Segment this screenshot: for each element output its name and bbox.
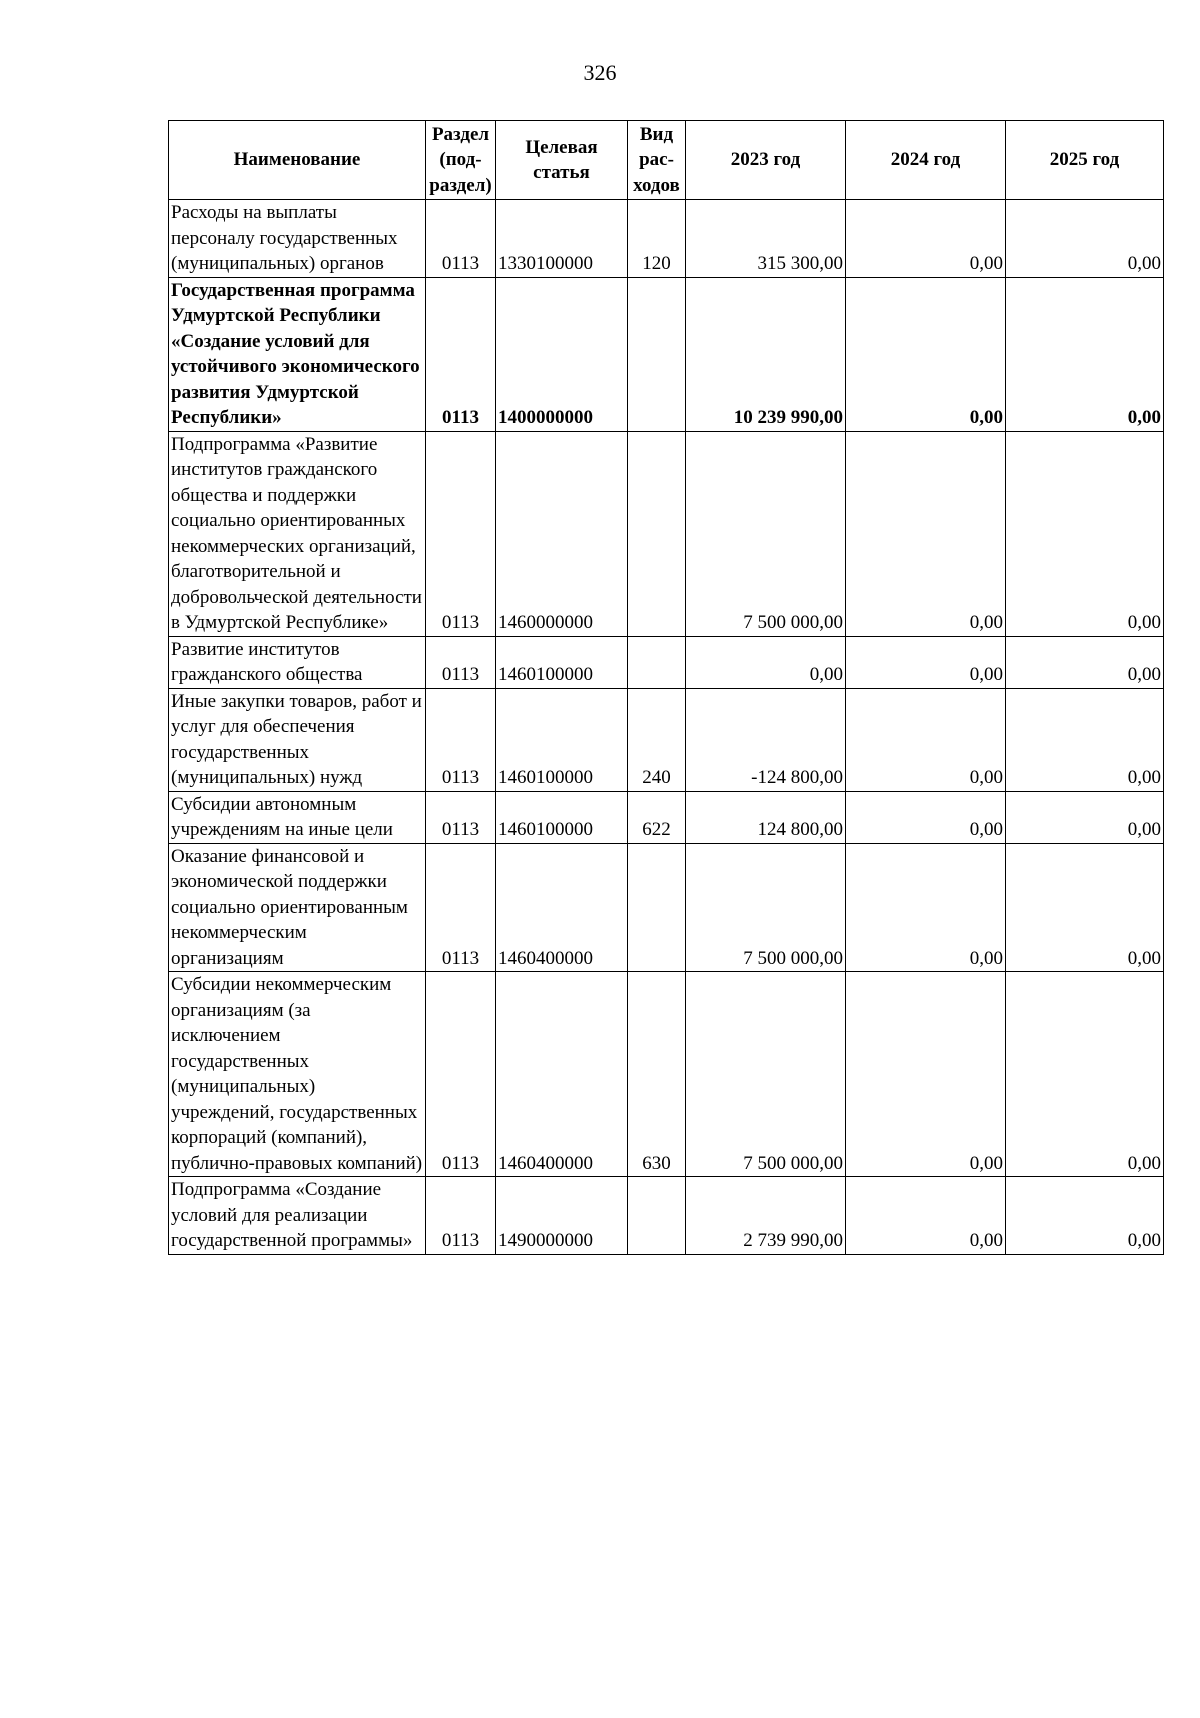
cell-2024: 0,00: [846, 200, 1006, 278]
table-row: [169, 843, 1164, 972]
table-row: [169, 431, 1164, 636]
cell-kind: 240: [628, 688, 686, 791]
cell-2023: 124 800,00: [686, 791, 846, 843]
cell-2023: 315 300,00: [686, 200, 846, 278]
table-row: [169, 791, 1164, 843]
cell-target: 1490000000: [496, 1177, 628, 1255]
cell-section: 0113: [426, 1177, 496, 1255]
page-number: 326: [583, 60, 617, 85]
cell-name: Субсидии некоммерческим организациям (за исключением государственных (муниципальных) учреждений, государственных корпораций (компаний), публично-правовых компаний): [169, 972, 426, 1177]
cell-2025: 0,00: [1006, 431, 1164, 636]
cell-2025: 0,00: [1006, 688, 1164, 791]
cell-section: 0113: [426, 688, 496, 791]
table-row: [169, 972, 1164, 1177]
cell-name: Подпрограмма «Создание условий для реализации государственной программы»: [169, 1177, 426, 1255]
cell-target: 1460400000: [496, 972, 628, 1177]
table-row: [169, 200, 1164, 278]
cell-2025: 0,00: [1006, 200, 1164, 278]
cell-2025: 0,00: [1006, 972, 1164, 1177]
cell-2024: 0,00: [846, 791, 1006, 843]
cell-2023: 0,00: [686, 636, 846, 688]
cell-2024: 0,00: [846, 636, 1006, 688]
cell-kind: [628, 1177, 686, 1255]
cell-name: Государственная программа Удмуртской Республики «Создание условий для устойчивого экономического развития Удмуртской Республики»: [169, 277, 426, 431]
cell-kind: [628, 277, 686, 431]
cell-target: 1330100000: [496, 200, 628, 278]
cell-section: 0113: [426, 431, 496, 636]
header-2025: 2025 год: [1006, 121, 1164, 200]
header-2023: 2023 год: [686, 121, 846, 200]
table-header-row: [169, 121, 1164, 200]
cell-2023: 7 500 000,00: [686, 431, 846, 636]
budget-table: [168, 120, 1164, 1255]
cell-2025: 0,00: [1006, 277, 1164, 431]
cell-2024: 0,00: [846, 972, 1006, 1177]
cell-target: 1460100000: [496, 791, 628, 843]
cell-section: 0113: [426, 277, 496, 431]
cell-2024: 0,00: [846, 1177, 1006, 1255]
cell-section: 0113: [426, 843, 496, 972]
cell-2024: 0,00: [846, 843, 1006, 972]
cell-2025: 0,00: [1006, 843, 1164, 972]
cell-kind: 622: [628, 791, 686, 843]
header-section: Раздел (под-раздел): [426, 121, 496, 200]
cell-kind: [628, 636, 686, 688]
cell-2025: 0,00: [1006, 791, 1164, 843]
cell-2025: 0,00: [1006, 1177, 1164, 1255]
header-name: Наименование: [169, 121, 426, 200]
cell-name: Иные закупки товаров, работ и услуг для обеспечения государственных (муниципальных) нужд: [169, 688, 426, 791]
header-2024: 2024 год: [846, 121, 1006, 200]
cell-name: Подпрограмма «Развитие институтов гражданского общества и поддержки социально ориентированных некоммерческих организаций, благотворительной и добровольческой деятельности в Удмуртской Республике»: [169, 431, 426, 636]
cell-2023: 2 739 990,00: [686, 1177, 846, 1255]
cell-section: 0113: [426, 636, 496, 688]
cell-name: Развитие институтов гражданского общества: [169, 636, 426, 688]
cell-kind: 120: [628, 200, 686, 278]
cell-section: 0113: [426, 972, 496, 1177]
table-row: [169, 636, 1164, 688]
cell-target: 1460100000: [496, 688, 628, 791]
cell-kind: [628, 843, 686, 972]
cell-section: 0113: [426, 791, 496, 843]
table-row: [169, 1177, 1164, 1255]
cell-2023: 10 239 990,00: [686, 277, 846, 431]
header-target: Целевая статья: [496, 121, 628, 200]
cell-target: 1460000000: [496, 431, 628, 636]
cell-name: Расходы на выплаты персоналу государственных (муниципальных) органов: [169, 200, 426, 278]
cell-2025: 0,00: [1006, 636, 1164, 688]
cell-2023: 7 500 000,00: [686, 843, 846, 972]
cell-2023: -124 800,00: [686, 688, 846, 791]
header-kind: Вид рас-ходов: [628, 121, 686, 200]
cell-kind: 630: [628, 972, 686, 1177]
cell-name: Оказание финансовой и экономической поддержки социально ориентированным некоммерческим организациям: [169, 843, 426, 972]
cell-target: 1460100000: [496, 636, 628, 688]
cell-kind: [628, 431, 686, 636]
cell-target: 1460400000: [496, 843, 628, 972]
cell-target: 1400000000: [496, 277, 628, 431]
cell-section: 0113: [426, 200, 496, 278]
cell-2024: 0,00: [846, 277, 1006, 431]
cell-2024: 0,00: [846, 688, 1006, 791]
table-row: [169, 277, 1164, 431]
table-row: [169, 688, 1164, 791]
cell-name: Субсидии автономным учреждениям на иные цели: [169, 791, 426, 843]
cell-2023: 7 500 000,00: [686, 972, 846, 1177]
cell-2024: 0,00: [846, 431, 1006, 636]
